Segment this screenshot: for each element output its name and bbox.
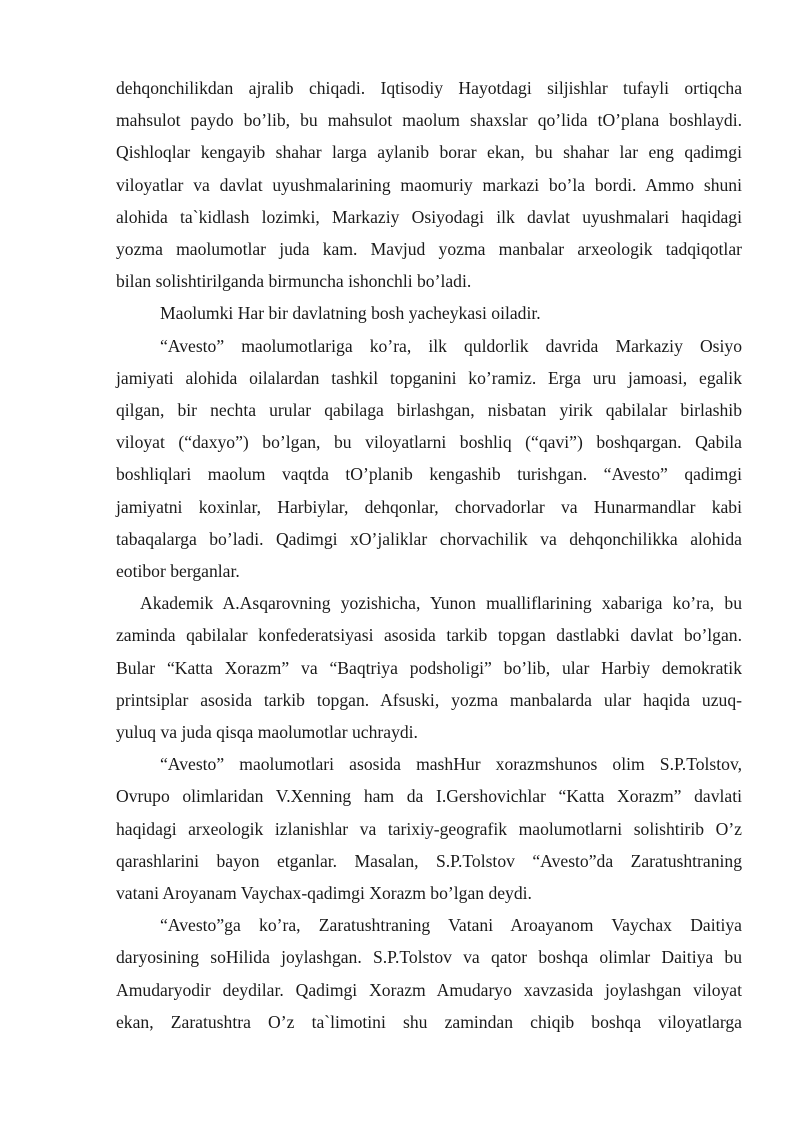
text-line: yuluq va juda qisqa maolumotlar uchraydi. <box>116 722 418 743</box>
text-line: “Avesto” maolumotlari asosida mashHur xorazmshunos olim S.P.Tolstov, <box>160 754 742 775</box>
paragraph-3 <box>116 330 742 588</box>
paragraph-6 <box>116 909 742 1038</box>
text-line: qilgan, bir nechta urular qabilaga birlashgan, nisbatan yirik qabilalar birlashib <box>116 400 742 421</box>
text-line: Bular “Katta Xorazm” va “Baqtriya podsholigi” bo’lib, ular Harbiy demokratik <box>116 657 742 678</box>
text-line: Qishloqlar kengayib shahar larga aylanib borar ekan, bu shahar lar eng qadimgi <box>116 142 742 163</box>
text-line: yozma maolumotlar juda kam. Mavjud yozma manbalar arxeologik tadqiqotlar <box>116 239 742 260</box>
text-line: Ovrupo olimlaridan V.Xenning ham da I.Gershovichlar “Katta Xorazm” davlati <box>116 786 742 807</box>
paragraph-5 <box>116 748 742 909</box>
text-line: printsiplar asosida tarkib topgan. Afsuski, yozma manbalarda ular haqida uzuq- <box>116 689 742 710</box>
text-line: viloyat (“daxyo”) bo’lgan, bu viloyatlarni boshliq (“qavi”) boshqargan. Qabila <box>116 432 742 453</box>
text-line: viloyatlar va davlat uyushmalarining maomuriy markazi bo’la bordi. Ammo shuni <box>116 174 742 195</box>
text-line: Akademik A.Asqarovning yozishicha, Yunon mualliflarining xabariga ko’ra, bu <box>140 593 742 614</box>
text-line: dehqonchilikdan ajralib chiqadi. Iqtisodiy Hayotdagi siljishlar tufayli ortiqcha <box>116 78 742 98</box>
text-line: Amudaryodir deydilar. Qadimgi Xorazm Amudaryo xavzasida joylashgan viloyat <box>116 979 742 1000</box>
text-line: qarashlarini bayon etganlar. Masalan, S.P.Tolstov “Avesto”da Zaratushtraning <box>116 850 742 871</box>
text-line: daryosining soHilida joylashgan. S.P.Tolstov va qator boshqa olimlar Daitiya bu <box>116 947 742 968</box>
text-line: haqidagi arxeologik izlanishlar va tarixiy-geografik maolumotlarni solishtirib O’z <box>116 818 742 839</box>
text-line: eotibor berganlar. <box>116 561 240 582</box>
text-line: tabaqalarga bo’ladi. Qadimgi xO’jaliklar chorvachilik va dehqonchilikka alohida <box>116 528 742 549</box>
text-line: Maolumki Har bir davlatning bosh yacheykasi oiladir. <box>160 303 541 324</box>
text-line: bilan solishtirilganda birmuncha ishonchli bo’ladi. <box>116 271 472 292</box>
text-line: zaminda qabilalar konfederatsiyasi asosida tarkib topgan dastlabki davlat bo’lgan. <box>116 625 742 646</box>
text-line: vatani Aroyanam Vaychax-qadimgi Xorazm bo’lgan deydi. <box>116 883 532 904</box>
text-line: jamiyatni koxinlar, Harbiylar, dehqonlar, chorvadorlar va Hunarmandlar kabi <box>116 496 742 517</box>
document-page <box>116 72 742 1038</box>
text-line: boshliqlari maolum vaqtda tO’planib kengashib turishgan. “Avesto” qadimgi <box>116 464 742 485</box>
text-line: “Avesto” maolumotlariga ko’ra, ilk quldorlik davrida Markaziy Osiyo <box>160 335 742 356</box>
text-line: ekan, Zaratushtra O’z ta`limotini shu zamindan chiqib boshqa viloyatlarga <box>116 1011 742 1032</box>
paragraph-2 <box>116 297 742 329</box>
paragraph-4 <box>116 587 742 748</box>
text-line: jamiyati alohida oilalardan tashkil topganini ko’ramiz. Erga uru jamoasi, egalik <box>116 367 742 388</box>
paragraph-1 <box>116 72 742 297</box>
text-line: “Avesto”ga ko’ra, Zaratushtraning Vatani Aroayanom Vaychax Daitiya <box>160 915 742 936</box>
text-line: mahsulot paydo bo’lib, bu mahsulot maolum shaxslar qo’lida tO’plana boshlaydi. <box>116 110 742 131</box>
text-line: alohida ta`kidlash lozimki, Markaziy Osiyodagi ilk davlat uyushmalari haqidagi <box>116 206 742 227</box>
